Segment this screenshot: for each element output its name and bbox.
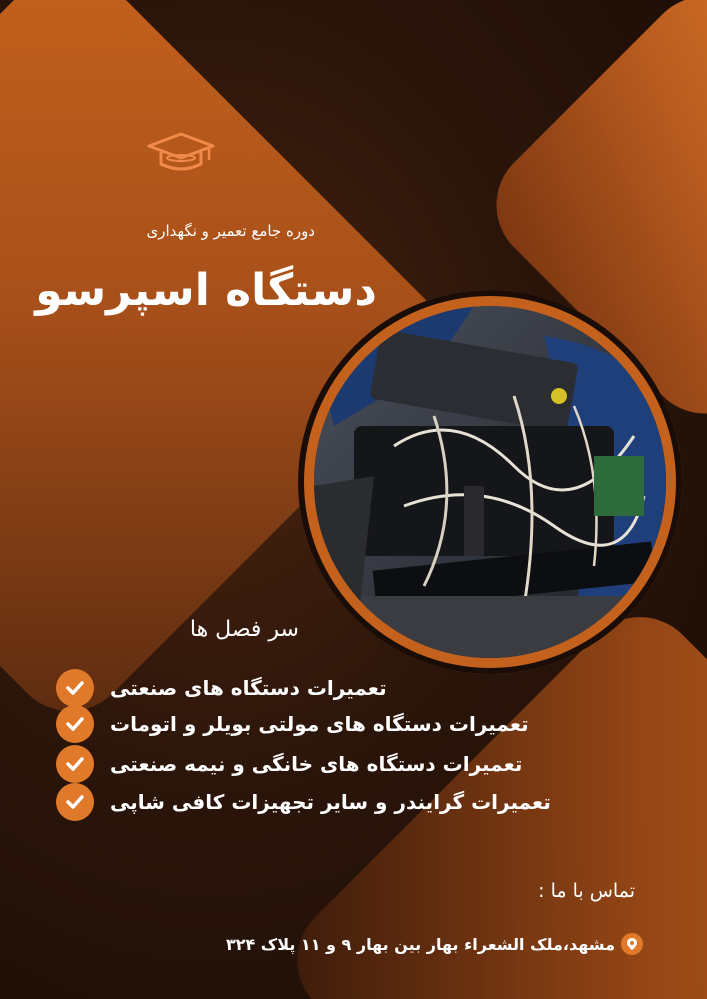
topic-item [56,744,522,784]
section-title: سر فصل ها [189,617,299,642]
topic-item [56,668,387,708]
check-icon [56,745,94,783]
address-text: مشهد،ملک الشعراء بهار بین بهار ۹ و ۱۱ پلاک ۳۲۴ [225,934,615,954]
contact-title: تماس با ما : [538,880,635,902]
topic-label: تعمیرات دستگاه های مولتی بویلر و اتومات [110,712,529,736]
course-subtitle: دوره جامع تعمیر و نگهداری [146,222,315,240]
check-icon [56,783,94,821]
topic-item [56,704,529,744]
course-title: دستگاه اسپرسو [35,265,377,316]
check-icon [56,705,94,743]
espresso-machine-photo [314,306,666,658]
topic-label: تعمیرات دستگاه های خانگی و نیمه صنعتی [110,752,523,776]
topic-label: تعمیرات دستگاه های صنعتی [110,676,387,700]
location-pin-icon [621,933,643,955]
check-icon [56,669,94,707]
graduation-cap-icon [145,128,217,188]
address-row [226,933,643,955]
topic-label: تعمیرات گرایندر و سایر تجهیزات کافی شاپی [110,790,551,814]
topic-item [56,782,551,822]
